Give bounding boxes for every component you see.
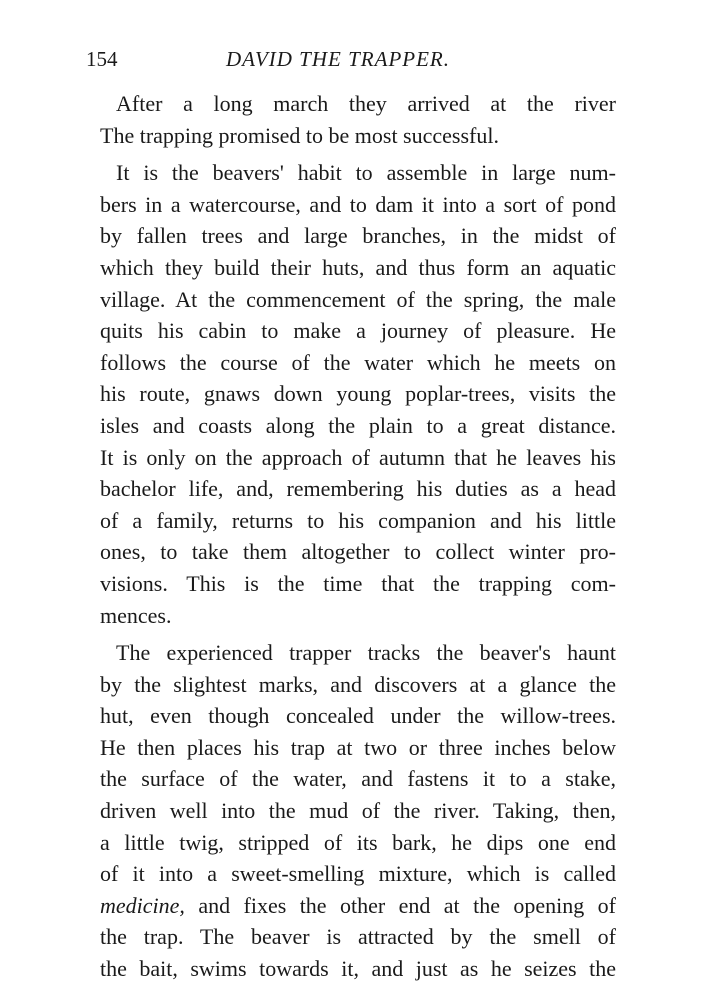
text-line: the trap. The beaver is attracted by the smell of	[100, 924, 616, 950]
running-title: DAVID THE TRAPPER.	[226, 47, 451, 71]
paragraph	[100, 637, 616, 985]
text-line: of it into a sweet-smelling mixture, which is called	[100, 861, 616, 887]
text-line: bers in a watercourse, and to dam it into a sort of pond	[100, 191, 616, 217]
text-line: the surface of the water, and fastens it to a stake,	[100, 766, 616, 792]
page-header	[86, 47, 616, 79]
text-line: quits his cabin to make a journey of pleasure. He	[100, 318, 616, 344]
text-line: mences.	[100, 602, 172, 628]
text-line: bachelor life, and, remembering his duties as a head	[100, 476, 616, 502]
italic-term: medicine,	[100, 892, 185, 918]
text-line: isles and coasts along the plain to a great distance.	[100, 412, 616, 438]
text-line: of a family, returns to his companion and his little	[100, 507, 616, 533]
text-line: by the slightest marks, and discovers at a glance the	[100, 671, 616, 697]
text-line: ones, to take them altogether to collect winter pro-	[100, 539, 616, 565]
text-line: village. At the commencement of the spring, the male	[100, 286, 616, 312]
page-number: 154	[86, 47, 118, 71]
text-fragment: and fixes the other end at the opening of	[198, 892, 616, 918]
text-line: driven well into the mud of the river. Taking, then,	[100, 798, 616, 824]
text-line: hut, even though concealed under the willow-trees.	[100, 703, 616, 729]
text-line: the bait, swims towards it, and just as he seizes the	[100, 956, 616, 982]
paragraph	[100, 157, 616, 631]
text-line: He then places his trap at two or three inches below	[100, 734, 616, 760]
text-line: It is the beavers' habit to assemble in large num-	[116, 160, 616, 186]
text-line: visions. This is the time that the trapping com-	[100, 570, 616, 596]
text-line: The trapping promised to be most successful.	[100, 122, 499, 148]
text-line: by fallen trees and large branches, in the midst of	[100, 223, 616, 249]
page-body	[100, 88, 616, 985]
text-line: After a long march they arrived at the river	[116, 91, 616, 116]
text-line: It is only on the approach of autumn that he leaves his	[100, 444, 616, 470]
text-line: a little twig, stripped of its bark, he dips one end	[100, 829, 616, 855]
paragraph	[100, 88, 616, 151]
text-line: which they build their huts, and thus form an aquatic	[100, 254, 616, 280]
text-line	[100, 890, 616, 922]
text-line: The experienced trapper tracks the beaver's haunt	[116, 640, 616, 666]
text-line: his route, gnaws down young poplar-trees, visits the	[100, 381, 616, 407]
text-line: follows the course of the water which he meets on	[100, 349, 616, 375]
